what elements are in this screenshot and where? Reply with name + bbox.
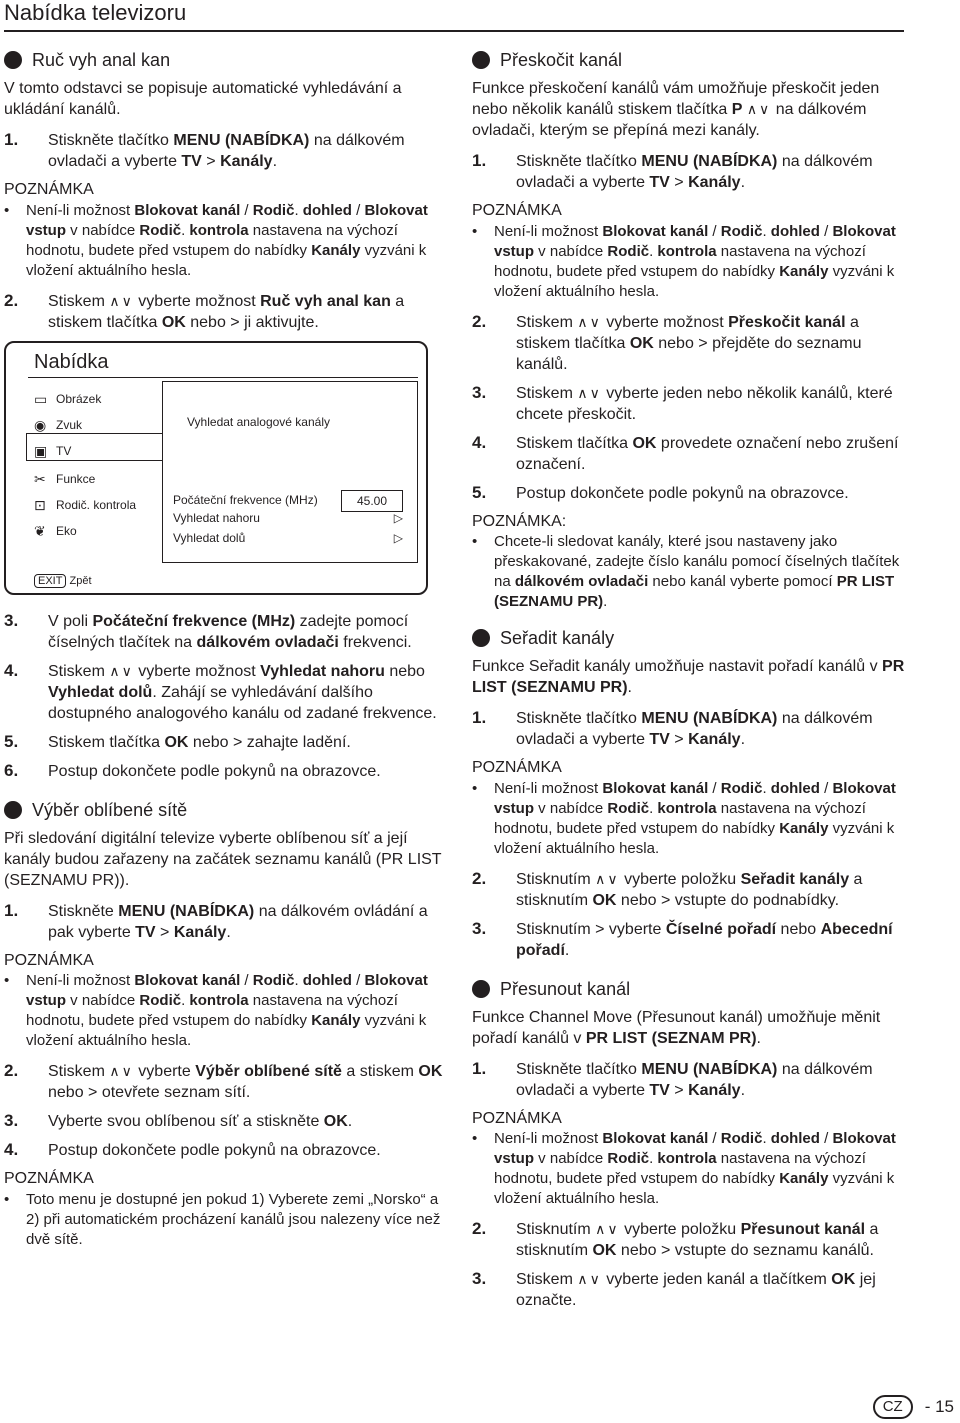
- up-down-arrows-icon: ∧∨: [746, 101, 772, 117]
- section-intro: Při sledování digitální televize vyberte oblíbenou síť a její kanály budou zařazeny na začátek seznamu kanálů (PR LIST (SEZNAMU PR)).: [4, 829, 442, 889]
- step: 2. Stiskem ∧∨ vyberte možnost Ruč vyh anal kan a stiskem tlačítka OK nebo > ji aktivujte.: [4, 290, 405, 331]
- start-frequency-row[interactable]: Počáteční frekvence (MHz) 45.00: [173, 490, 403, 513]
- step: 3. Stiskem ∧∨ vyberte jeden kanál a tlačítkem OK jej označte.: [472, 1269, 876, 1309]
- bullet-dot-icon: [4, 51, 22, 69]
- section-intro: Funkce přeskočení kanálů vám umožňuje přeskočit jeden nebo několik kanálů stiskem tlačítka P ∧∨ na dálkovém ovladači, kterým se přepíná mezi kanály.: [472, 80, 880, 139]
- section-heading-manual-analog: Ruč vyh anal kan: [4, 48, 452, 72]
- step: 3. Vyberte svou oblíbenou síť a stiskněte OK.: [4, 1111, 353, 1130]
- lock-icon: ⊡: [34, 496, 46, 513]
- step: 3. V poli Počáteční frekvence (MHz) zadejte pomocí číselných tlačítek na dálkovém ovladači frekvenci.: [4, 610, 412, 651]
- page-title: Nabídka televizoru: [4, 0, 187, 25]
- bullet-dot-icon: [472, 51, 490, 69]
- step: 4. Stiskem tlačítka OK provedete označení nebo zrušení označení.: [472, 432, 899, 473]
- play-arrow-icon: ▷: [393, 530, 403, 545]
- note-label: POZNÁMKA: [4, 181, 94, 198]
- note-bullet: • Není-li možnost Blokovat kanál / Rodič. dohled / Blokovat vstup v nabídce Rodič. kontrola nastavena na výchozí hodnotu, budete před vstupem do nabídky Kanály vyzváni k vložení aktuálního hesla.: [472, 779, 896, 857]
- search-up-row[interactable]: Vyhledat nahoru ▷: [173, 508, 403, 529]
- up-down-arrows-icon: ∧∨: [577, 384, 602, 401]
- menu-item-parental[interactable]: ⊡ Rodič. kontrola: [34, 495, 136, 516]
- bullet-dot-icon: [4, 801, 22, 819]
- bullet-dot-icon: [472, 980, 490, 998]
- title-rule: [4, 30, 904, 32]
- note-label: POZNÁMKA:: [472, 512, 567, 530]
- step: 6. Postup dokončete podle pokynů na obrazovce.: [4, 760, 381, 780]
- menu-item-sound[interactable]: ◉ Zvuk: [34, 415, 82, 436]
- leaf-icon: ❦: [34, 522, 46, 539]
- up-down-arrows-icon: ∧∨: [577, 1271, 602, 1287]
- exit-hint: EXIT Zpět: [34, 571, 92, 592]
- step: 3. Stisknutím > vyberte Číselné pořadí nebo Abecední pořadí.: [472, 918, 893, 959]
- up-down-arrows-icon: ∧∨: [595, 870, 620, 887]
- step: 1. Stiskněte tlačítko MENU (NABÍDKA) na dálkovém ovladači a vyberte TV > Kanály.: [472, 1058, 873, 1099]
- menu-item-picture[interactable]: ▭ Obrázek: [34, 389, 101, 410]
- up-down-arrows-icon: ∧∨: [109, 1063, 134, 1079]
- section-intro: Funkce Seřadit kanály umožňuje nastavit pořadí kanálů v PR LIST (SEZNAMU PR).: [472, 658, 905, 696]
- language-badge: CZ: [873, 1395, 913, 1420]
- frequency-value: 45.00: [341, 490, 403, 513]
- step: 5. Stiskem tlačítka OK nebo > zahajte ladění.: [4, 731, 351, 751]
- tv-menu-screen: [4, 341, 428, 595]
- step: 2. Stiskem ∧∨ vyberte možnost Přeskočit kanál a stiskem tlačítka OK nebo > přejděte do seznamu kanálů.: [472, 311, 862, 373]
- note-label: POZNÁMKA: [472, 202, 562, 219]
- note-label: POZNÁMKA: [472, 1109, 562, 1127]
- search-down-row[interactable]: Vyhledat dolů ▷: [173, 528, 403, 549]
- section-heading-skip-channel: Přeskočit kanál: [472, 48, 912, 72]
- note-bullet: • Toto menu je dostupné jen pokud 1) Vyberete zemi „Norsko“ a 2) při automatickém procházení kanálů jsou nalezeny více než dvě sítě.: [4, 1190, 441, 1248]
- step: 1. Stiskněte tlačítko MENU (NABÍDKA) na dálkovém ovladači a vyberte TV > Kanály.: [472, 151, 873, 191]
- section-heading-favourite-network: Výběr oblíbené sítě: [4, 798, 452, 822]
- menu-item-tv[interactable]: ▣ TV: [34, 441, 71, 462]
- step: 5. Postup dokončete podle pokynů na obrazovce.: [472, 482, 849, 502]
- note-bullet: • Není-li možnost Blokovat kanál / Rodič. dohled / Blokovat vstup v nabídce Rodič. kontrola nastavena na výchozí hodnotu, budete před vstupem do nabídky Kanály vyzváni k vložení aktuálního hesla.: [4, 201, 428, 279]
- section-intro: V tomto odstavci se popisuje automatické vyhledávání a ukládání kanálů.: [4, 80, 402, 118]
- up-down-arrows-icon: ∧∨: [595, 1221, 620, 1237]
- step: 1. Stiskněte tlačítko MENU (NABÍDKA) na dálkovém ovladači a vyberte TV > Kanály.: [4, 130, 405, 170]
- submenu-pane: [162, 381, 418, 563]
- tv-icon: ▣: [34, 442, 48, 459]
- menu-title: Nabídka: [34, 350, 109, 373]
- step: 4. Postup dokončete podle pokynů na obrazovce.: [4, 1140, 381, 1159]
- up-down-arrows-icon: ∧∨: [109, 662, 134, 679]
- step: 4. Stiskem ∧∨ vyberte možnost Vyhledat nahoru nebo Vyhledat dolů. Zahájí se vyhledávání dalšího dostupného analogového kanálu od zadané frekvence.: [4, 660, 437, 722]
- note-label: POZNÁMKA: [4, 1170, 94, 1187]
- note-label: POZNÁMKA: [4, 951, 94, 969]
- note-bullet: • Chcete-li sledovat kanály, které jsou nastaveny jako přeskakované, zadejte číslo kanálu pomocí číselných tlačítek na dálkovém ovladači nebo kanál vyberte pomocí PR LIST (SEZNAMU PR).: [472, 533, 900, 610]
- note-bullet: • Není-li možnost Blokovat kanál / Rodič. dohled / Blokovat vstup v nabídce Rodič. kontrola nastavena na výchozí hodnotu, budete před vstupem do nabídky Kanály vyzváni k vložení aktuálního hesla.: [472, 222, 896, 300]
- step: 3. Stiskem ∧∨ vyberte jeden nebo několik kanálů, které chcete přeskočit.: [472, 382, 893, 423]
- up-down-arrows-icon: ∧∨: [577, 313, 602, 330]
- right-column: [472, 48, 912, 1319]
- page-footer: [873, 1395, 954, 1420]
- pane-heading: Vyhledat analogové kanály: [187, 414, 330, 429]
- menu-item-eco[interactable]: ❦ Eko: [34, 521, 77, 542]
- step: 2. Stiskem ∧∨ vyberte Výběr oblíbené sítě a stiskem OK nebo > otevřete seznam sítí.: [4, 1061, 443, 1101]
- step: 2. Stisknutím ∧∨ vyberte položku Přesunout kanál a stisknutím OK nebo > vstupte do seznamu kanálů.: [472, 1219, 879, 1259]
- step: 2. Stisknutím ∧∨ vyberte položku Seřadit kanály a stisknutím OK nebo > vstupte do podnabídky.: [472, 868, 863, 909]
- exit-key: EXIT: [34, 574, 66, 588]
- step: 1. Stiskněte tlačítko MENU (NABÍDKA) na dálkovém ovladači a vyberte TV > Kanály.: [472, 708, 873, 748]
- note-label: POZNÁMKA: [472, 759, 562, 776]
- picture-icon: ▭: [34, 390, 48, 407]
- step: 1. Stiskněte MENU (NABÍDKA) na dálkovém ovládání a pak vyberte TV > Kanály.: [4, 900, 428, 941]
- speaker-icon: ◉: [34, 416, 47, 433]
- bullet-dot-icon: [472, 629, 490, 647]
- section-intro: Funkce Channel Move (Přesunout kanál) umožňuje měnit pořadí kanálů v PR LIST (SEZNAM PR).: [472, 1008, 881, 1047]
- tools-icon: ✂: [34, 470, 46, 487]
- section-heading-sort-channels: Seřadit kanály: [472, 626, 912, 650]
- menu-item-features[interactable]: ✂ Funkce: [34, 469, 95, 490]
- note-bullet: • Není-li možnost Blokovat kanál / Rodič. dohled / Blokovat vstup v nabídce Rodič. kontrola nastavena na výchozí hodnotu, budete před vstupem do nabídky Kanály vyzváni k vložení aktuálního hesla.: [4, 972, 428, 1049]
- up-down-arrows-icon: ∧∨: [109, 292, 134, 309]
- page-number: - 15: [924, 1396, 954, 1416]
- section-heading-move-channel: Přesunout kanál: [472, 977, 912, 1001]
- note-bullet: • Není-li možnost Blokovat kanál / Rodič. dohled / Blokovat vstup v nabídce Rodič. kontrola nastavena na výchozí hodnotu, budete před vstupem do nabídky Kanály vyzváni k vložení aktuálního hesla.: [472, 1130, 896, 1207]
- left-column: [4, 48, 452, 1260]
- play-arrow-icon: ▷: [393, 510, 403, 525]
